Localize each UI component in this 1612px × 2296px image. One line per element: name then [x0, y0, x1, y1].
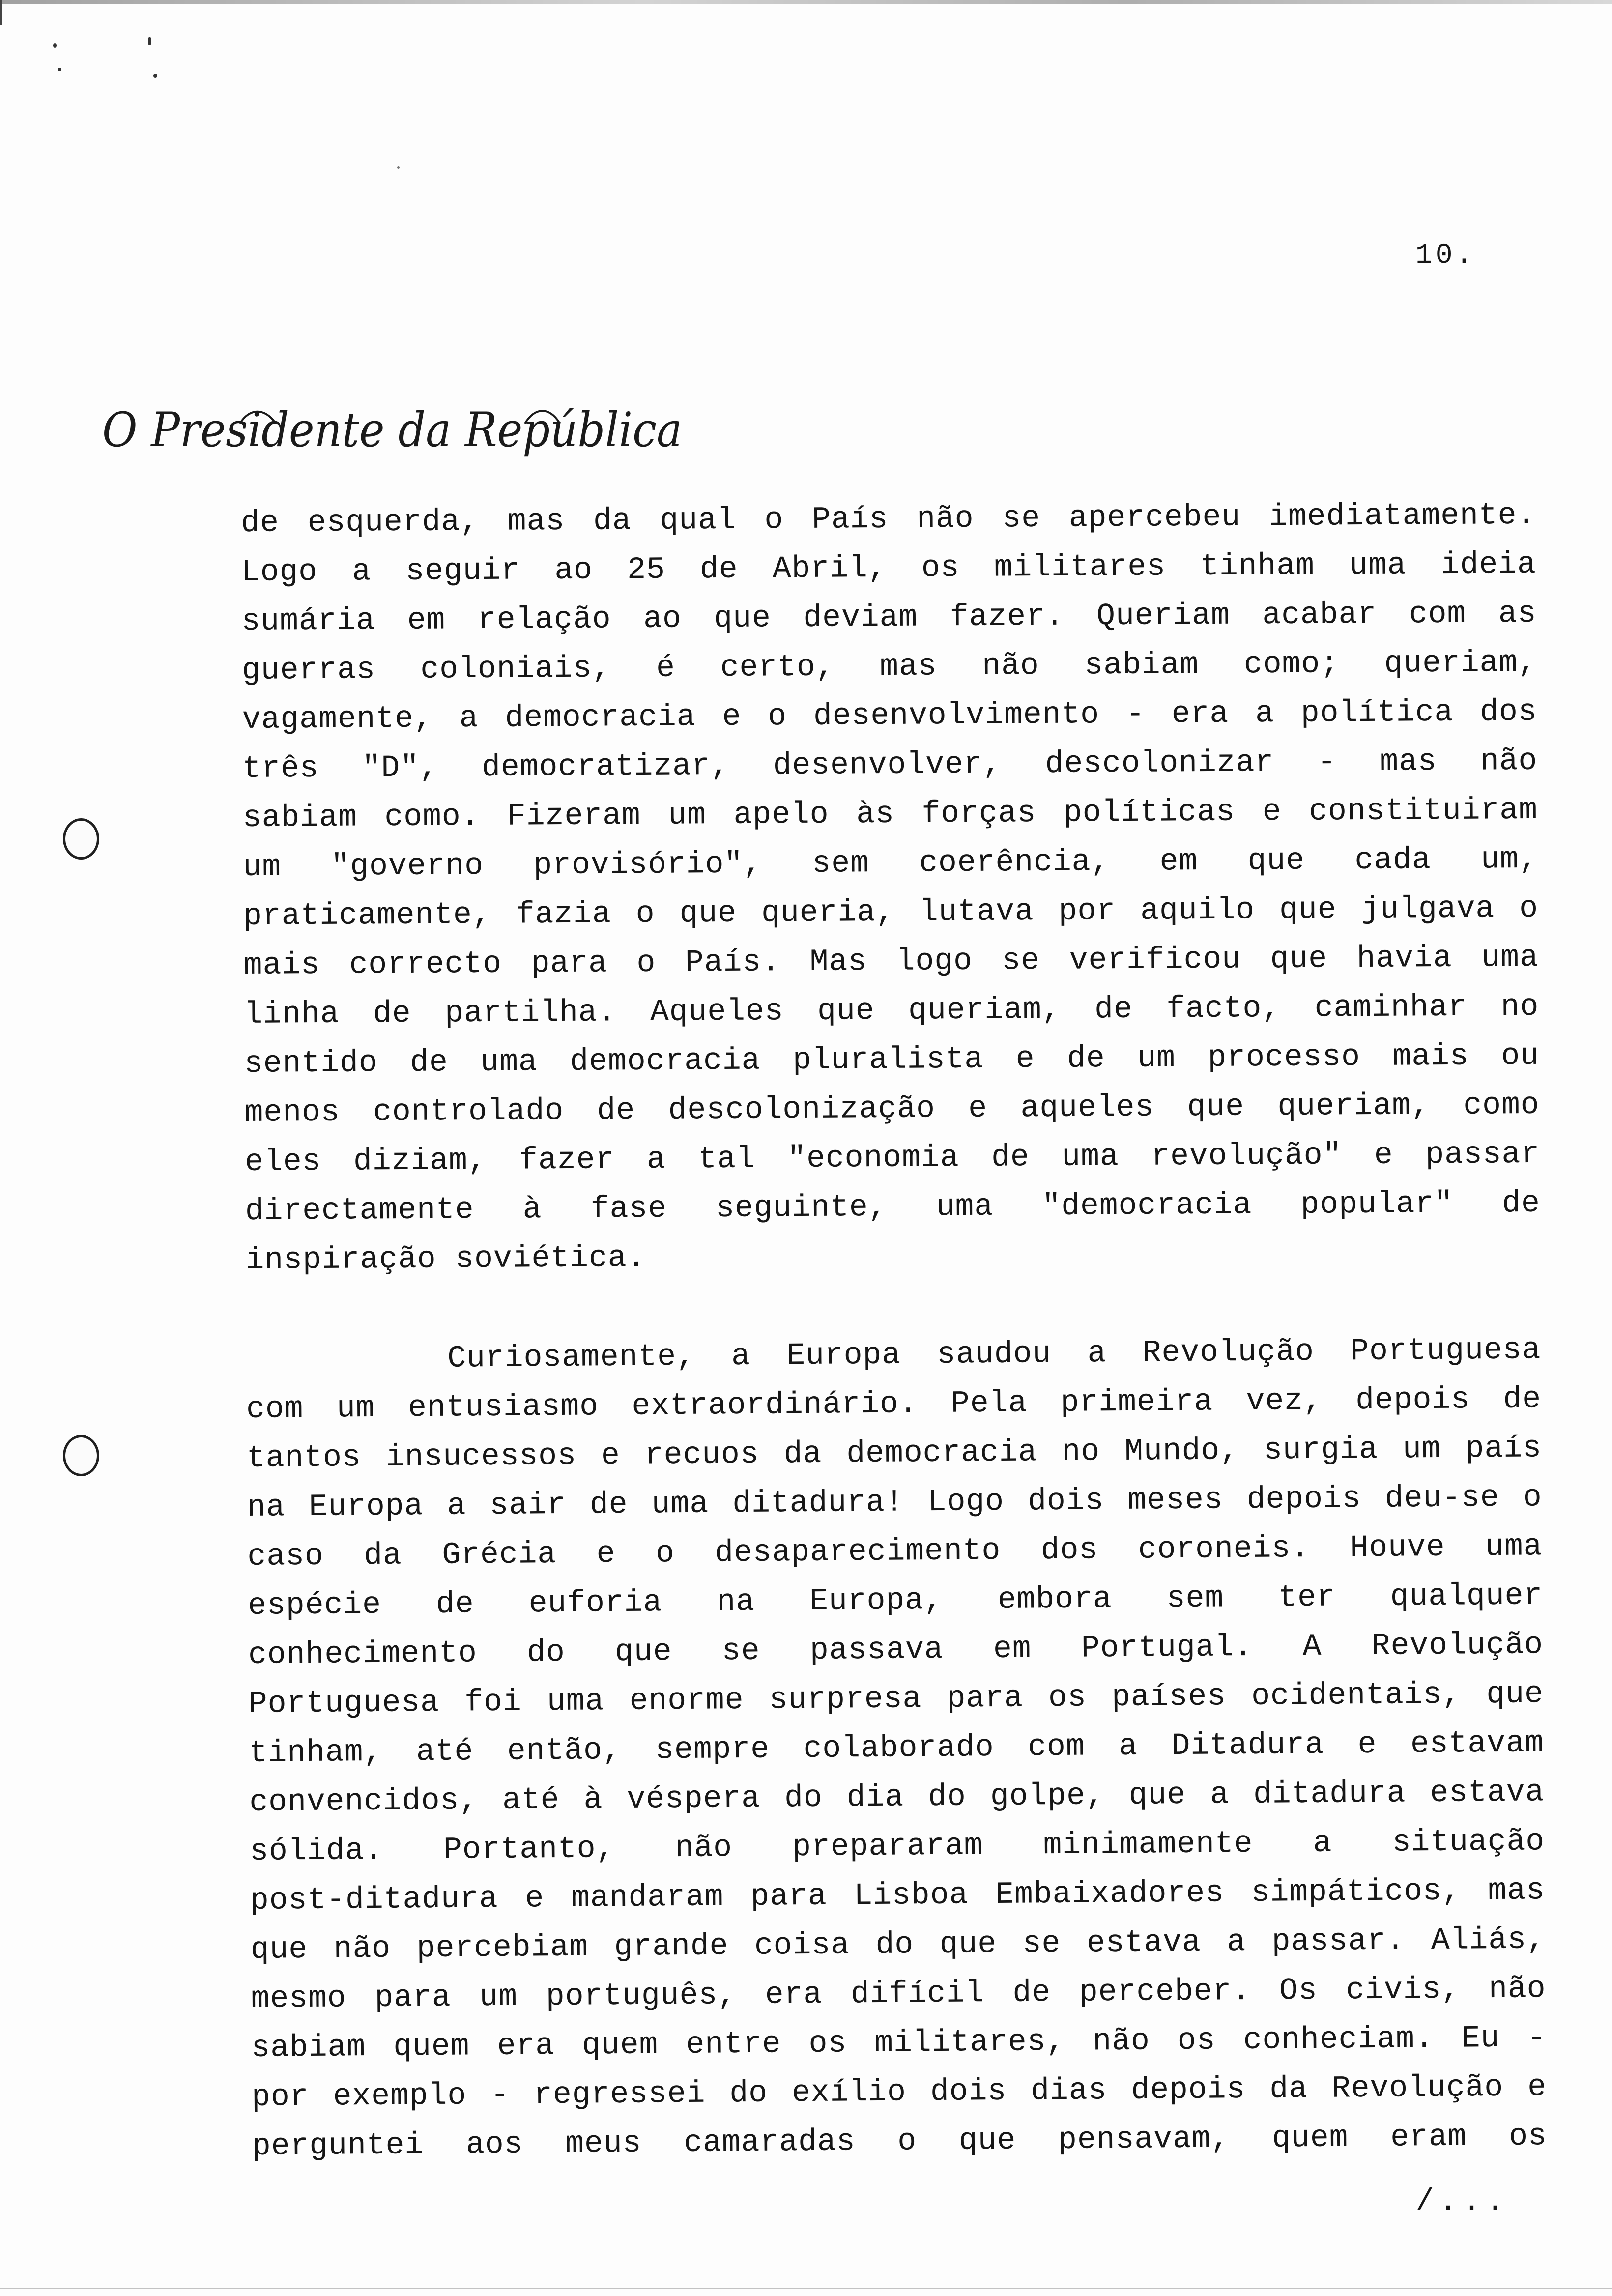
scan-speck [148, 37, 151, 45]
text-line: três "D", democratizar, desenvolver, descolonizar - mas não [242, 743, 1538, 786]
text-line: Curiosamente, a Europa saudou a Revolução Portuguesa [447, 1332, 1541, 1376]
scan-edge-top [0, 0, 1612, 4]
text-line: eles diziam, fazer a tal "economia de uma revolução" e passar [245, 1136, 1540, 1179]
text-line: de esquerda, mas da qual o País não se apercebeu imediatamente. [241, 497, 1536, 541]
text-line: directamente à fase seguinte, uma "democracia popular" de [245, 1185, 1541, 1229]
continuation-mark: /... [1415, 2184, 1510, 2219]
text-line: tantos insucessos e recuos da democracia no Mundo, surgia um país [246, 1431, 1542, 1476]
text-line: convencidos, até à véspera do dia do golpe, que a ditadura estava [249, 1775, 1545, 1820]
scan-speck [153, 74, 157, 78]
text-line: na Europa a sair de uma ditadura! Logo dois meses depois deu-se o [247, 1480, 1542, 1525]
text-line: sólida. Portanto, não prepararam minimamente a situação [249, 1824, 1545, 1869]
page-number: 10. [1415, 240, 1476, 272]
text-line: post-ditadura e mandaram para Lisboa Embaixadores simpáticos, mas [250, 1873, 1546, 1918]
text-line: sabiam quem era quem entre os militares, não os conheciam. Eu - [251, 2020, 1547, 2066]
text-line: sabiam como. Fizeram um apelo às forças políticas e constituiram [242, 792, 1538, 835]
text-line: sentido de uma democracia pluralista e de um processo mais ou [244, 1038, 1540, 1081]
text-line: guerras coloniais, é certo, mas não sabiam como; queriam, [241, 645, 1537, 688]
text-line: caso da Grécia e o desaparecimento dos coroneis. Houve uma [247, 1529, 1543, 1574]
text-line: vagamente, a democracia e o desenvolvimento - era a política dos [242, 694, 1537, 737]
scan-speck [53, 43, 57, 48]
scan-speck [58, 68, 61, 71]
letterhead-text: O Presidente da República [102, 402, 682, 458]
scan-speck [397, 166, 400, 169]
text-line: mesmo para um português, era difícil de perceber. Os civis, não [251, 1971, 1546, 2016]
text-line: Logo a seguir ao 25 de Abril, os militares tinham uma ideia [241, 546, 1537, 590]
text-line: inspiração soviética. [245, 1240, 646, 1278]
text-line: com um entusiasmo extraordinário. Pela primeira vez, depois de [246, 1381, 1542, 1427]
letterhead [92, 388, 692, 477]
text-line: sumária em relação ao que deviam fazer. Queriam acabar com as [241, 596, 1537, 639]
text-line: praticamente, fazia o que queria, lutava por aquilo que julgava o [243, 890, 1539, 934]
scan-edge-left [0, 0, 2, 25]
text-line: linha de partilha. Aqueles que queriam, de facto, caminhar no [244, 989, 1539, 1032]
text-line: Portuguesa foi uma enorme surpresa para os países ocidentais, que [248, 1676, 1544, 1722]
punch-hole [63, 818, 99, 860]
text-line: espécie de euforia na Europa, embora sem ter qualquer [248, 1578, 1543, 1623]
punch-hole [63, 1435, 99, 1476]
text-line: por exemplo - regressei do exílio dois dias depois da Revolução e [251, 2069, 1547, 2115]
text-line: mais correcto para o País. Mas logo se verificou que havia uma [243, 940, 1539, 983]
paragraph-2 [246, 1325, 1547, 2171]
text-line: menos controlado de descolonização e aqueles que queriam, como [244, 1087, 1540, 1130]
text-line: tinham, até então, sempre colaborado com a Ditadura e estavam [249, 1725, 1544, 1771]
text-line: que não percebiam grande coisa do que se estava a passar. Aliás, [250, 1922, 1546, 1967]
paragraph-1 [241, 491, 1541, 1285]
scan-edge-bottom [0, 2288, 1612, 2289]
text-line: perguntei aos meus camaradas o que pensavam, quem eram os [252, 2119, 1548, 2164]
text-line: um "governo provisório", sem coerência, em que cada um, [243, 841, 1538, 885]
text-line: conhecimento do que se passava em Portugal. A Revolução [248, 1627, 1544, 1672]
